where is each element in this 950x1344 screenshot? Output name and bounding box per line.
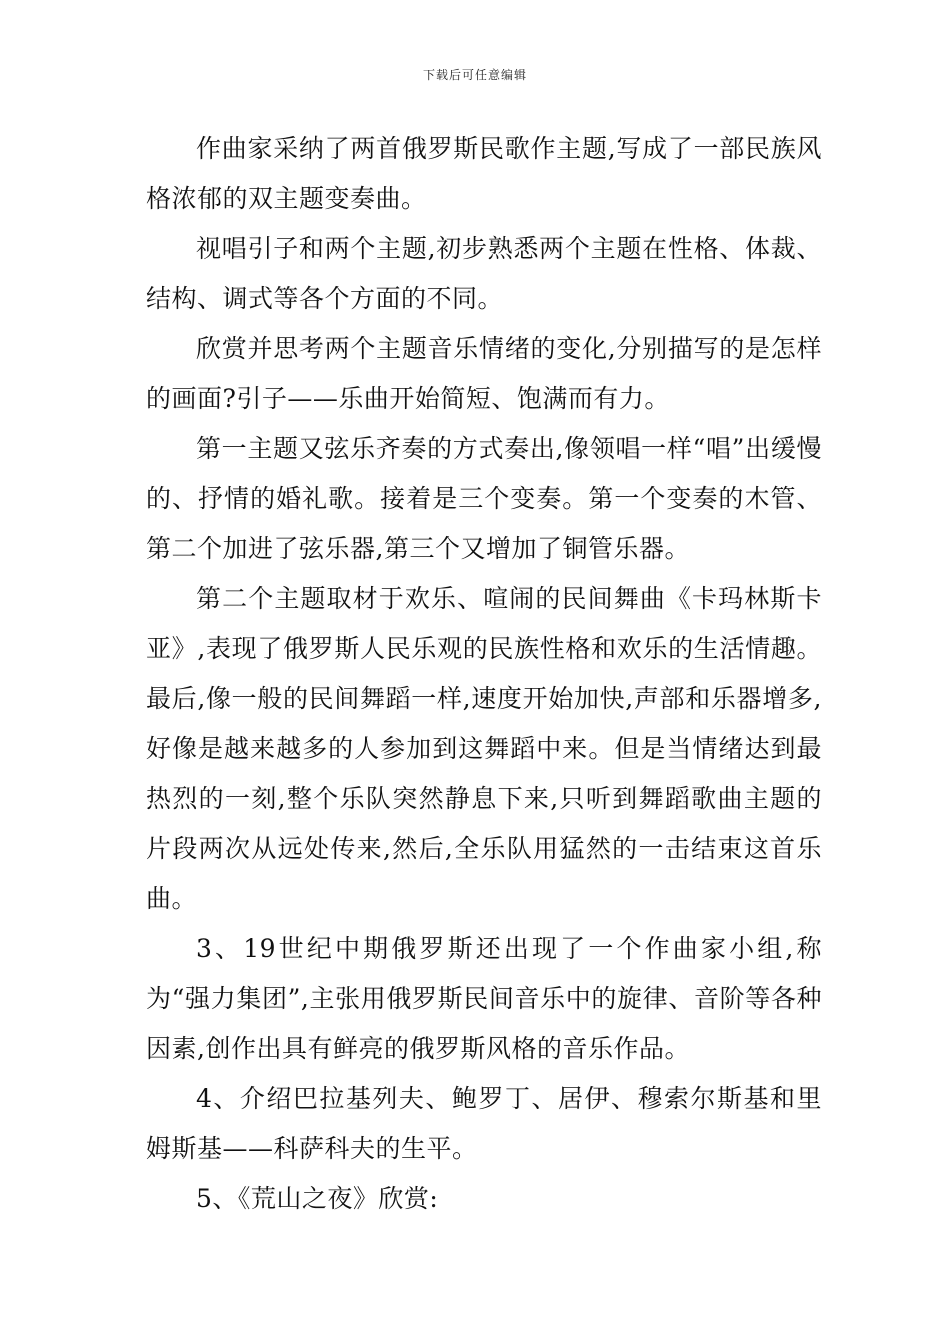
paragraph-2: 视唱引子和两个主题,初步熟悉两个主题在性格、体裁、结构、调式等各个方面的不同。 (146, 234, 822, 313)
paragraph-5: 第二个主题取材于欢乐、喧闹的民间舞曲《卡玛林斯卡亚》,表现了俄罗斯人民乐观的民族性格和欢乐的生活情趣。最后,像一般的民间舞蹈一样,速度开始加快,声部和乐器增多,好像是越来越多的人参加到这舞蹈中来。但是当情绪达到最热烈的一刻,整个乐队突然静息下来,只听到舞蹈歌曲主题的片段两次从远处传来,然后,全乐队用猛然的一击结束这首乐曲。 (146, 584, 822, 913)
paragraph-6: 3、19世纪中期俄罗斯还出现了一个作曲家小组,称为“强力集团”,主张用俄罗斯民间音乐中的旋律、音阶等各种因素,创作出具有鲜亮的俄罗斯风格的音乐作品。 (146, 934, 822, 1063)
document-body (146, 124, 822, 1224)
paragraph-3: 欣赏并思考两个主题音乐情绪的变化,分别描写的是怎样的画面?引子——乐曲开始简短、饱满而有力。 (146, 334, 822, 413)
page-header: 下载后可任意编辑 (422, 68, 527, 82)
paragraph-1: 作曲家采纳了两首俄罗斯民歌作主题,写成了一部民族风格浓郁的双主题变奏曲。 (146, 134, 822, 213)
paragraph-7: 4、介绍巴拉基列夫、鲍罗丁、居伊、穆索尔斯基和里姆斯基——科萨科夫的生平。 (146, 1084, 822, 1163)
paragraph-8: 5、《荒山之夜》欣赏: (196, 1184, 439, 1213)
paragraph-4: 第一主题又弦乐齐奏的方式奏出,像领唱一样“唱”出缓慢的、抒情的婚礼歌。接着是三个变奏。第一个变奏的木管、第二个加进了弦乐器,第三个又增加了铜管乐器。 (146, 434, 822, 563)
